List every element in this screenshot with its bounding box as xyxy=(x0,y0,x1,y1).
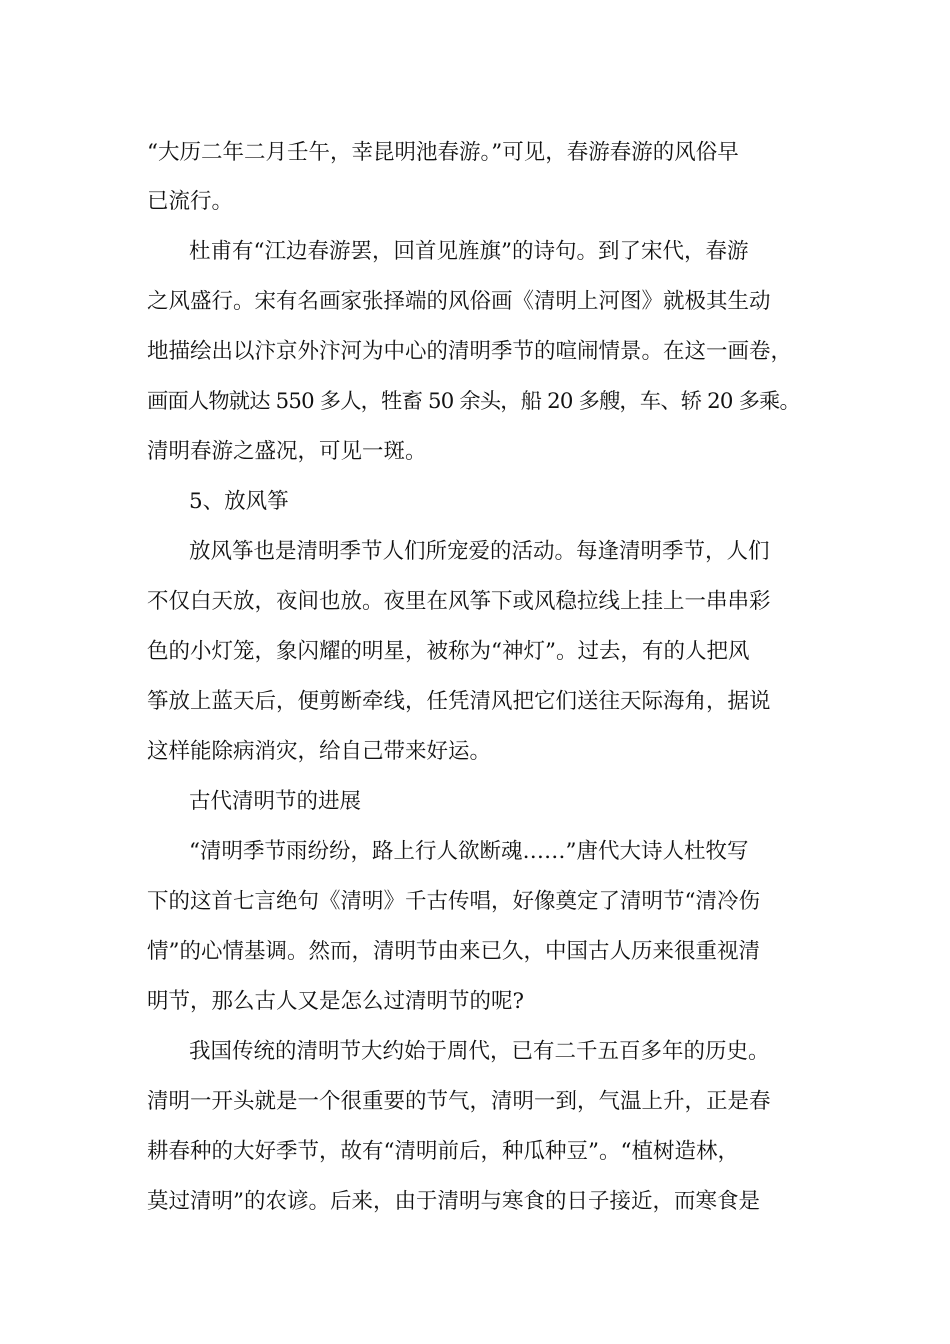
text-line: 之风盛行。宋有名画家张择端的风俗画《清明上河图》就极其生动 xyxy=(147,289,771,314)
text-line: 下的这首七言绝句《清明》千古传唱，好像奠定了清明节“清冷伤 xyxy=(147,889,760,914)
text-line: 地描绘出以汴京外汴河为中心的清明季节的喧闹情景。在这一画卷， xyxy=(147,339,793,364)
section-heading: 5、放风筝 xyxy=(189,489,289,514)
text-line: 放风筝也是清明季节人们所宠爱的活动。每逢清明季节，人们 xyxy=(189,539,770,564)
text-line: “大历二年二月壬午，幸昆明池春游。”可见，春游春游的风俗早 xyxy=(147,140,739,165)
text-line: 清明一开头就是一个很重要的节气，清明一到，气温上升，正是春 xyxy=(147,1089,771,1114)
text-line: 莫过清明”的农谚。后来，由于清明与寒食的日子接近，而寒食是 xyxy=(147,1189,760,1214)
text-line: 色的小灯笼，象闪耀的明星，被称为“神灯”。过去，有的人把风 xyxy=(147,639,750,664)
text-line: 明节，那么古人又是怎么过清明节的呢? xyxy=(147,989,525,1014)
text-line: 我国传统的清明节大约始于周代，已有二千五百多年的历史。 xyxy=(189,1039,770,1064)
text-line: 杜甫有“江边春游罢，回首见旌旗”的诗句。到了宋代，春游 xyxy=(189,239,749,264)
text-line: 不仅白天放，夜间也放。夜里在风筝下或风稳拉线上挂上一串串彩 xyxy=(147,589,771,614)
text-line: 已流行。 xyxy=(147,189,234,214)
text-line: 清明春游之盛况，可见一斑。 xyxy=(147,439,427,464)
text-line: 画面人物就达 550 多人，牲畜 50 余头，船 20 多艘，车、轿 20 多乘。 xyxy=(147,389,800,414)
text-line: “清明季节雨纷纷，路上行人欲断魂……”唐代大诗人杜牧写 xyxy=(189,839,749,864)
text-line: 情”的心情基调。然而，清明节由来已久，中国古人历来很重视清 xyxy=(147,939,760,964)
text-line: 筝放上蓝天后，便剪断牵线，任凭清风把它们送往天际海角，据说 xyxy=(147,689,771,714)
section-heading: 古代清明节的进展 xyxy=(189,789,362,814)
text-line: 这样能除病消灾，给自己带来好运。 xyxy=(147,739,492,764)
text-line: 耕春种的大好季节，故有“清明前后，种瓜种豆”。“植树造林， xyxy=(147,1139,739,1164)
